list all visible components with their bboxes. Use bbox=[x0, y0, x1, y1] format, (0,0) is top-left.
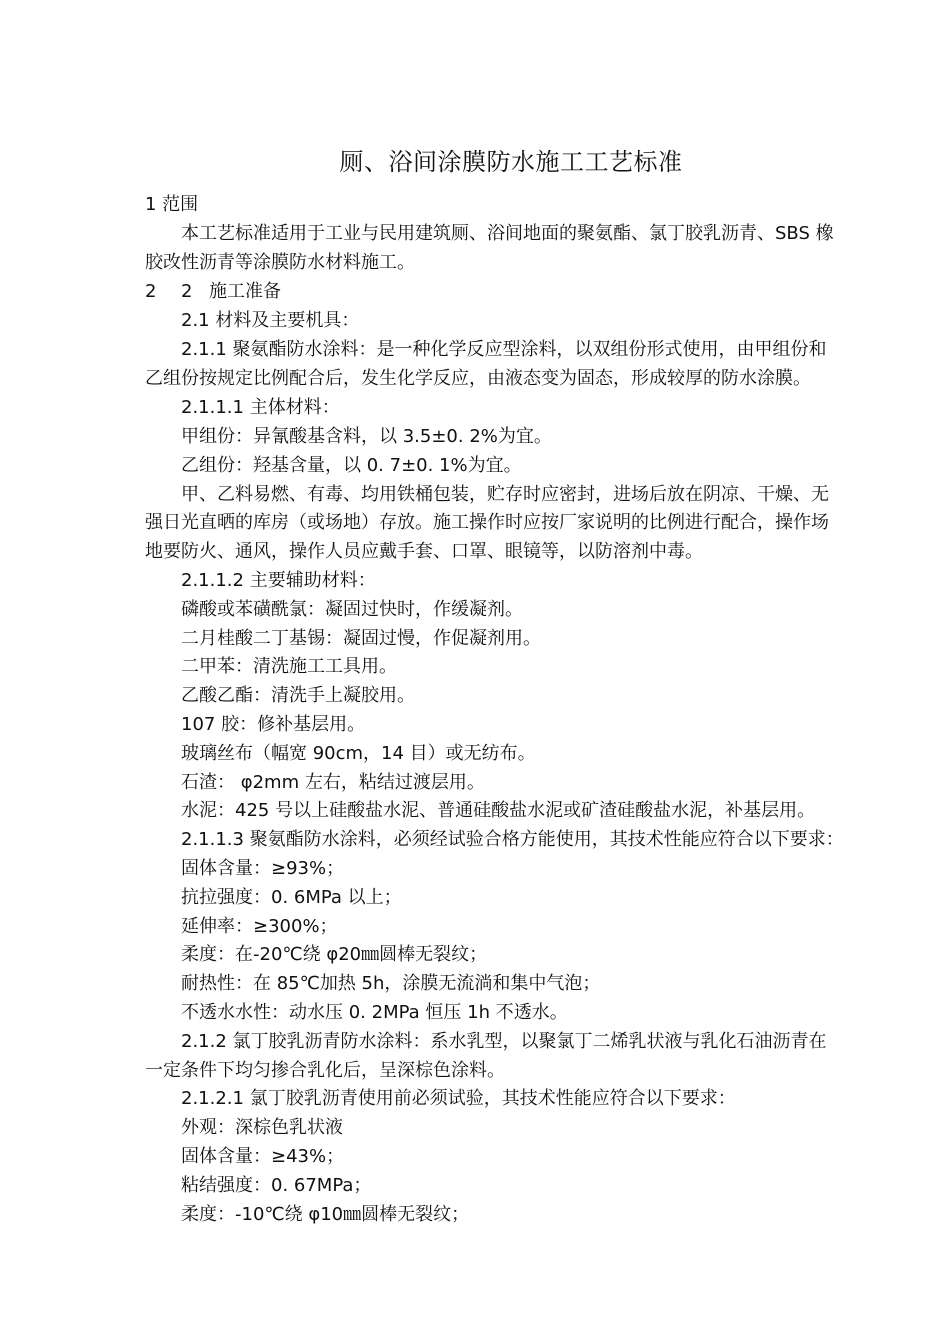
subsection-heading: 2.1.1.2 主要辅助材料： bbox=[181, 570, 376, 591]
list-item: 玻璃丝布（幅宽 90cm，14 目）或无纺布。 bbox=[181, 743, 536, 764]
paragraph-line: 一定条件下均匀掺合乳化后，呈深棕色涂料。 bbox=[145, 1060, 505, 1081]
list-item: 二甲苯：清洗施工工具用。 bbox=[181, 656, 397, 677]
paragraph-line: 地要防火、通风，操作人员应戴手套、口罩、眼镜等，以防溶剂中毒。 bbox=[145, 541, 703, 562]
list-item: 磷酸或苯磺酰氯：凝固过快时，作缓凝剂。 bbox=[181, 599, 523, 620]
document-title: 厕、浴间涂膜防水施工工艺标准 bbox=[339, 148, 683, 176]
list-item: 二月桂酸二丁基锡：凝固过慢，作促凝剂用。 bbox=[181, 628, 541, 649]
paragraph-line: 强日光直晒的库房（或场地）存放。施工操作时应按厂家说明的比例进行配合，操作场 bbox=[145, 512, 829, 533]
list-item: 粘结强度：0. 67MPa； bbox=[181, 1175, 372, 1196]
paragraph-line: 胶改性沥青等涂膜防水材料施工。 bbox=[145, 252, 415, 273]
paragraph-line: 甲、乙料易燃、有毒、均用铁桶包装，贮存时应密封，进场后放在阴凉、干燥、无 bbox=[181, 484, 829, 505]
subsection-heading: 2.1.1.1 主体材料： bbox=[181, 397, 340, 418]
list-item: 延伸率：≥300%； bbox=[181, 916, 338, 937]
section-2-heading bbox=[145, 280, 281, 304]
list-item: 甲组份：异氰酸基含料，以 3.5±0. 2%为宜。 bbox=[181, 426, 552, 447]
paragraph-line: 本工艺标准适用于工业与民用建筑厕、浴间地面的聚氨酯、氯丁胶乳沥青、SBS 橡 bbox=[181, 223, 834, 244]
list-item: 固体含量：≥43%； bbox=[181, 1146, 345, 1167]
section-1-heading: 1 范围 bbox=[145, 194, 199, 215]
list-item: 乙酸乙酯：清洗手上凝胶用。 bbox=[181, 685, 415, 706]
subsection-heading: 2.1.1.3 聚氨酯防水涂料，必须经试验合格方能使用，其技术性能应符合以下要求： bbox=[181, 829, 844, 850]
paragraph-line: 2.1.2 氯丁胶乳沥青防水涂料：系水乳型，以聚氯丁二烯乳状液与乳化石油沥青在 bbox=[181, 1031, 827, 1052]
list-item: 107 胶：修补基层用。 bbox=[181, 714, 366, 735]
list-item: 外观：深棕色乳状液 bbox=[181, 1117, 343, 1138]
list-item: 不透水水性：动水压 0. 2MPa 恒压 1h 不透水。 bbox=[181, 1002, 568, 1023]
list-item: 柔度：-10℃绕 φ10㎜圆棒无裂纹； bbox=[181, 1204, 470, 1225]
list-item: 耐热性：在 85℃加热 5h，涂膜无流淌和集中气泡； bbox=[181, 973, 601, 994]
list-item: 柔度：在-20℃绕 φ20㎜圆棒无裂纹； bbox=[181, 944, 488, 965]
paragraph-line: 2.1.1 聚氨酯防水涂料：是一种化学反应型涂料，以双组份形式使用，由甲组份和 bbox=[181, 339, 827, 360]
list-item: 石渣： φ2mm 左右，粘结过渡层用。 bbox=[181, 772, 485, 793]
section-2-number-repeat: 2 bbox=[181, 281, 193, 302]
list-item: 抗拉强度：0. 6MPa 以上； bbox=[181, 887, 402, 908]
subsection-heading: 2.1 材料及主要机具： bbox=[181, 310, 360, 331]
section-2-number: 2 bbox=[145, 281, 157, 302]
section-2-label: 施工准备 bbox=[209, 281, 281, 302]
list-item: 水泥：425 号以上硅酸盐水泥、普通硅酸盐水泥或矿渣硅酸盐水泥，补基层用。 bbox=[181, 800, 816, 821]
list-item: 固体含量：≥93%； bbox=[181, 858, 345, 879]
paragraph-line: 乙组份按规定比例配合后，发生化学反应，由液态变为固态，形成较厚的防水涂膜。 bbox=[145, 368, 811, 389]
list-item: 乙组份：羟基含量，以 0. 7±0. 1%为宜。 bbox=[181, 455, 522, 476]
subsection-heading: 2.1.2.1 氯丁胶乳沥青使用前必须试验，其技术性能应符合以下要求： bbox=[181, 1088, 736, 1109]
